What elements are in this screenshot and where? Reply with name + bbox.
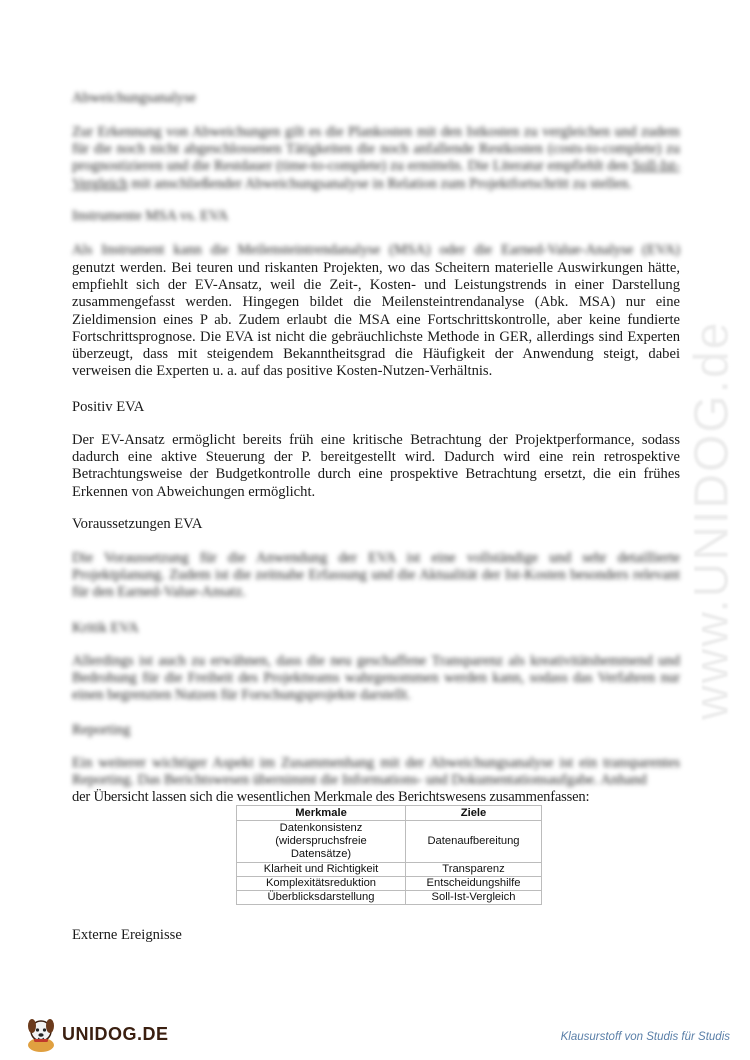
watermark: www.UNIDOG.de (685, 320, 739, 720)
table-header-merkmale: Merkmale (237, 806, 406, 821)
logo-text: UNIDOG.DE (62, 1023, 169, 1044)
heading-voraussetzungen-eva: Voraussetzungen EVA (72, 516, 203, 532)
table-header-row (237, 806, 542, 821)
heading-abweichungsanalyse: Abweichungsanalyse (72, 90, 197, 106)
dog-icon (24, 1014, 58, 1054)
paragraph-reporting-last-line: der Übersicht lassen sich die wesentlichen Merkmale des Berichtswesens zusammenfassen: (72, 789, 590, 805)
unidog-logo[interactable] (24, 1014, 174, 1054)
paragraph-abweichungsanalyse-part1: Zur Erkennung von Abweichungen gilt es die Plankosten mit den Istkosten zu vergleichen und zudem für die noch nicht abgeschlossenen Tätigkeiten die noch anfallende Restkosten (costs-to-complete) zu prognostizieren und die Restdauer (time-to-complete) zu ermitteln. Die Literatur empfiehlt den (72, 124, 680, 175)
table-cell: Klarheit und Richtigkeit (237, 863, 406, 877)
table-row (237, 891, 542, 905)
heading-kritik-eva: Kritik EVA (72, 620, 139, 636)
table-row (237, 821, 542, 863)
table-cell: Entscheidungshilfe (406, 877, 542, 891)
paragraph-kritik-eva: Allerdings ist auch zu erwähnen, dass die neu geschaffene Transparenz als kreativitätshemmend und Bedrohung für die Freiheit des Projektteams wahrgenommen werden kann, sodass das Verfahren nur einen begrenzten Nutzen für Forschungsprojekte darstellt. (72, 653, 680, 704)
paragraph-abweichungsanalyse (72, 124, 680, 193)
heading-reporting: Reporting (72, 722, 131, 738)
table-header-ziele: Ziele (406, 806, 542, 821)
table-cell: Datenaufbereitung (406, 821, 542, 863)
paragraph-instrumente-first-line: Als Instrument kann die Meilensteintrendanalyse (MSA) oder die Earned-Value-Analyse (EVA) (72, 242, 680, 258)
paragraph-positiv-eva: Der EV-Ansatz ermöglicht bereits früh eine kritische Betrachtung der Projektperformance, sodass dadurch eine aktive Steuerung der P. bereitgestellt wird. Dadurch wird eine rein retrospektive Betrachtungsweise der Budgetkontrolle durch eine prospektive Betrachtung ersetzt, die ein frühes Erkennen von Abweichungen ermöglicht. (72, 432, 680, 500)
features-table (236, 805, 542, 905)
heading-positiv-eva: Positiv EVA (72, 399, 145, 415)
table-cell: Transparenz (406, 863, 542, 877)
table-row (237, 877, 542, 891)
soll-ist-link[interactable]: Soll-Ist-Vergleich (72, 158, 680, 192)
table-cell: Soll-Ist-Vergleich (406, 891, 542, 905)
heading-externe-ereignisse: Externe Ereignisse (72, 927, 182, 943)
paragraph-voraussetzungen-eva: Die Voraussetzung für die Anwendung der EVA ist eine vollständige und sehr detaillierte Projektplanung. Zudem ist die zeitnahe Erfassung und die Aktualität der Ist-Kosten besonders relevant für den Earned-Value-Ansatz. (72, 550, 680, 601)
heading-instrumente: Instrumente MSA vs. EVA (72, 208, 229, 224)
table-cell: Komplexitätsreduktion (237, 877, 406, 891)
table-cell: Überblicksdarstellung (237, 891, 406, 905)
table-cell: Datenkonsistenz (widerspruchsfreie Datensätze) (237, 821, 406, 863)
paragraph-instrumente: genutzt werden. Bei teuren und riskanten Projekten, wo das Scheitern materielle Auswirkungen hätte, empfiehlt sich der EV-Ansatz, weil die Zeit-, Kosten- und Leistungstrends in einer Darstellung zusammengefasst werden. Hingegen bildet die Meilensteintrendanalyse (Abk. MSA) nur eine Zieldimension eines P ab. Zudem erlaubt die MSA eine Fortschrittskontrolle, aber keine fundierte Fortschrittsprognose. Die EVA ist nicht die gebräuchlichste Methode in GER, allerdings sind Experten überzeugt, dass mit steigendem Bekanntheitsgrad die Häufigkeit der Anwendung steigt, dabei verweisen die Experten u. a. auf das positive Kosten-Nutzen-Verhältnis. (72, 260, 680, 380)
footer-slogan: Klausurstoff von Studis für Studis (560, 1031, 730, 1043)
table-row (237, 863, 542, 877)
paragraph-abweichungsanalyse-part2: mit anschließender Abweichungsanalyse in Relation zum Projektfortschritt zu stellen. (127, 175, 632, 192)
paragraph-reporting: Ein weiterer wichtiger Aspekt im Zusammenhang mit der Abweichungsanalyse ist ein transparentes Reporting. Das Berichtswesen übernimmt die Informations- und Dokumentationsaufgabe. Anhand (72, 755, 680, 789)
